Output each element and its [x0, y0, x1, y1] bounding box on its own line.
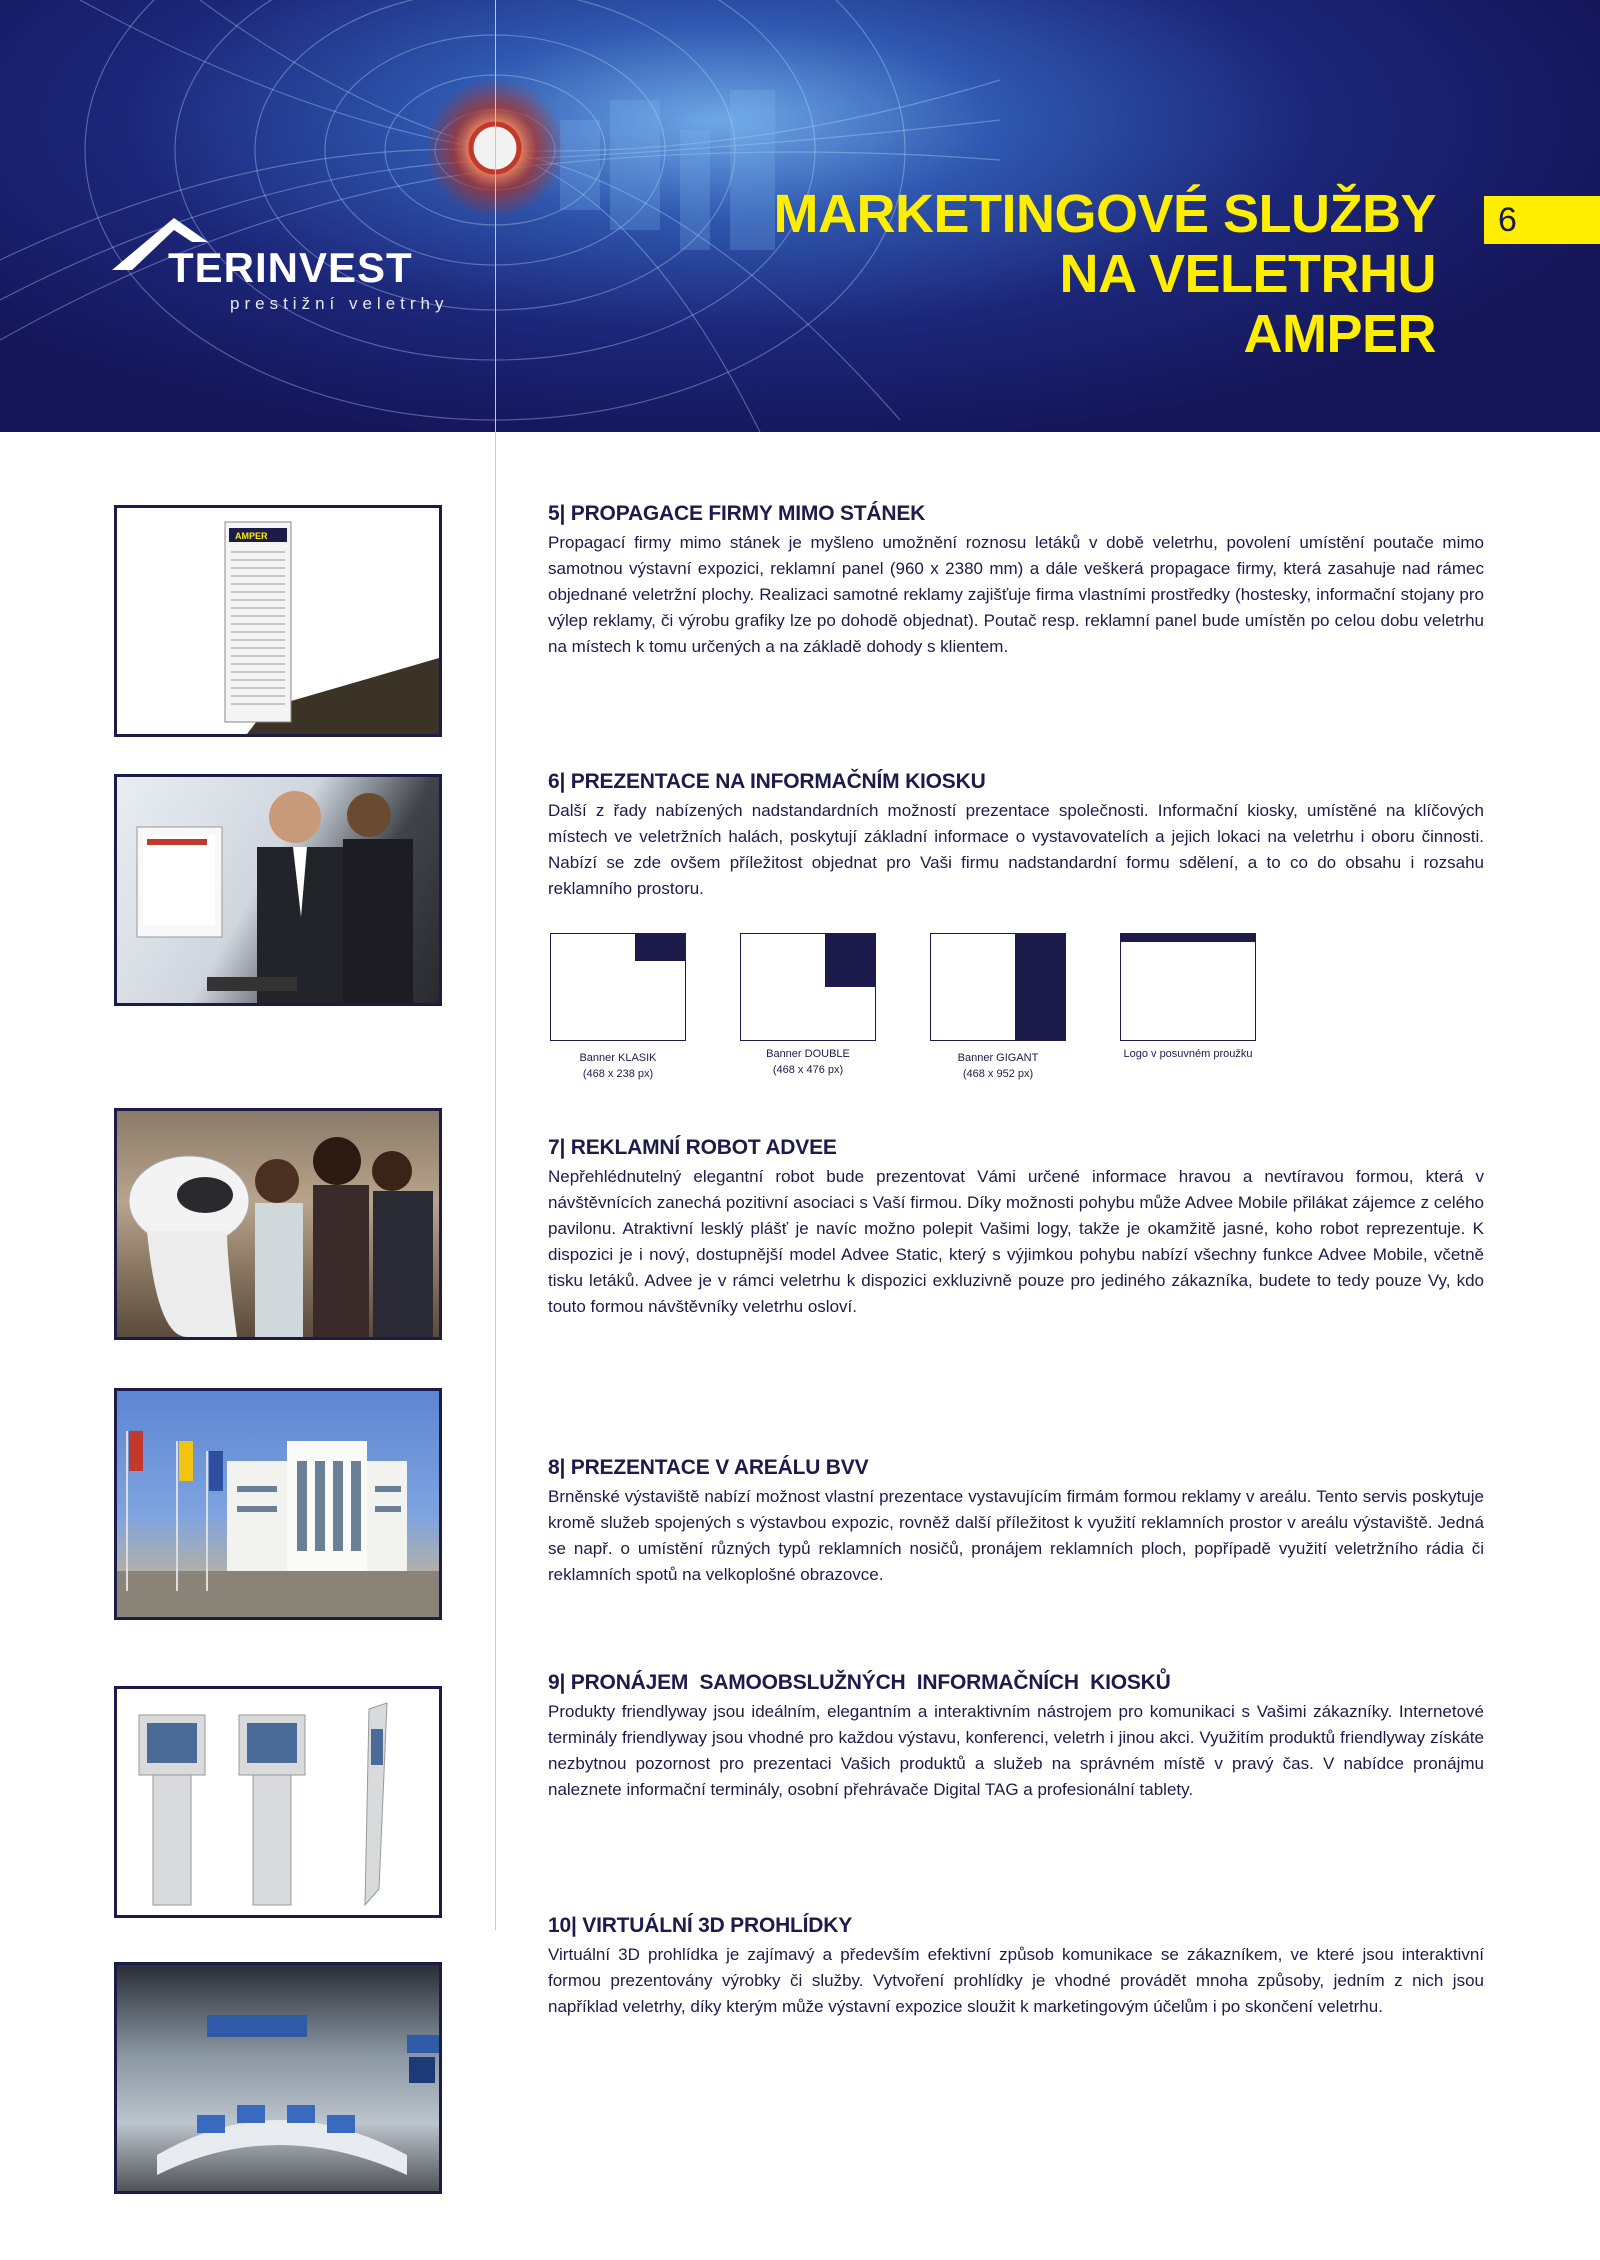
advee-robot-photo [114, 1108, 442, 1340]
panasonic-stand-illustration [117, 1965, 439, 2191]
banner-klasik-box [550, 933, 686, 1041]
banner-double-size: (468 x 476 px) [772, 1064, 844, 1076]
section-7-body: Nepřehlédnutelný elegantní robot bude prezentovat Vámi určené informace hravou a nevtíravou formou, která v návštěvnících zanechá pozitivní asociaci s Vaší firmou. Díky možnosti pohybu může Advee Mobile přilákat zájemce z celého pavilonu. Atraktivní lesklý plášť je navíc možno polepit Vašimi logy, takže je okamžitě jasné, koho robot reprezentuje. K dispozici je i nový, dostupnější model Advee Static, který s výjimkou pohybu nabízí všechny funkce Advee Mobile, včetně tisku letáků. Advee je v rámci veletrhu k dispozici exkluzivně pouze pro jediného zákazníka, budete to tedy pouze Vy, kdo touto formou návštěvníky veletrhu osloví. [548, 1167, 1484, 1316]
bvv-pavilion-illustration [117, 1391, 439, 1617]
logo-tagline: prestižní veletrhy [230, 294, 449, 313]
panel-label: AMPER [235, 531, 268, 541]
section-9-heading: 9| PRONÁJEM SAMOOBSLUŽNÝCH INFORMAČNÍCH KIOSKŮ [548, 1671, 1171, 1694]
section-6-body: Další z řady nabízených nadstandardních možností prezentace společnosti. Informační kiosky, umístěné na klíčových místech ve veletržních halách, poskytují základní informace o vystavovatelích a jejich lokaci na veletrhu i oboru činnosti. Nabízí se zde ovšem příležitost objednat pro Vaši firmu nadstandardní formu sdělení, a to co do obsahu i rozsahu reklamního prostoru. [548, 801, 1484, 898]
section-8 [548, 1456, 1484, 1588]
banner-klasik-caption [538, 1050, 698, 1082]
banner-gigant-fill [1015, 934, 1065, 1040]
panasonic-stand-photo [114, 1962, 442, 2194]
banner-gigant-caption [918, 1050, 1078, 1082]
terinvest-logo[interactable] [112, 218, 452, 318]
logo-strip-caption [1108, 1046, 1268, 1062]
banner-klasik-size: (468 x 238 px) [582, 1068, 654, 1080]
logo-strip-label: Logo v posuvném proužku [1123, 1048, 1253, 1060]
logo-brand-text: TERINVEST [168, 244, 413, 291]
section-6-heading: 6| PREZENTACE NA INFORMAČNÍM KIOSKU [548, 770, 986, 793]
section-7 [548, 1136, 1484, 1320]
banner-double-caption [728, 1046, 888, 1078]
section-5-heading: 5| PROPAGACE FIRMY MIMO STÁNEK [548, 502, 926, 525]
logo-strip-fill [1121, 934, 1255, 942]
kiosk-people-illustration [117, 777, 439, 1003]
page-number-badge: 6 [1484, 196, 1600, 244]
bvv-pavilion-photo [114, 1388, 442, 1620]
page-title-line-3: AMPER [1243, 304, 1436, 364]
kiosks-illustration [117, 1689, 439, 1915]
page-title [773, 184, 1436, 364]
logo-strip-box [1120, 933, 1256, 1041]
section-8-heading: 8| PREZENTACE V AREÁLU BVV [548, 1456, 869, 1479]
banner-klasik-label: Banner KLASIK [579, 1052, 657, 1064]
section-9 [548, 1671, 1484, 1803]
column-divider [495, 0, 496, 1930]
banner-gigant-label: Banner GIGANT [957, 1052, 1039, 1064]
section-8-body: Brněnské výstaviště nabízí možnost vlastní prezentace vystavujícím firmám formou reklamy v areálu. Tento servis poskytuje kromě služeb spojených s výstavbou expozic, rovněž další příležitost k využití reklamních prostor v areálu výstaviště. Jedná se např. o umístění různých typů reklamních nosičů, pronájem reklamních ploch, popřípadě využití veletržního rádia či reklamních spotů na velkoplošné obrazovce. [548, 1487, 1484, 1584]
kiosk-people-photo [114, 774, 442, 1006]
banner-klasik-fill [635, 934, 685, 961]
page-title-line-1: MARKETINGOVÉ SLUŽBY [773, 184, 1436, 244]
amper-panel-illustration [117, 508, 439, 734]
advee-robot-illustration [117, 1111, 439, 1337]
friendlyway-kiosks-photo [114, 1686, 442, 1918]
banner-double-box [740, 933, 876, 1041]
section-10-body: Virtuální 3D prohlídka je zajímavý a především efektivní způsob komunikace se zákazníkem, ve které jsou interaktivní formou prezentovány výrobky či služby. Vytvoření prohlídky je vhodné provádět mnoha způsoby, jedním z nich jsou například veletrhy, díky kterým může výstavní expozice sloužit k marketingovým účelům i po skončení veletrhu. [548, 1945, 1484, 2016]
banner-double-label: Banner DOUBLE [766, 1048, 850, 1060]
page-title-line-2: NA VELETRHU [1059, 244, 1436, 304]
section-10-heading: 10| VIRTUÁLNÍ 3D PROHLÍDKY [548, 1914, 853, 1937]
amper-panel-photo [114, 505, 442, 737]
banner-gigant-size: (468 x 952 px) [962, 1068, 1034, 1080]
section-5-body: Propagací firmy mimo stánek je myšleno umožnění roznosu letáků v době veletrhu, povolení umístění poutače mimo samotnou výstavní expozici, reklamní panel (960 x 2380 mm) a dále veškerá propagace firmy, která zasahuje nad rámec objednané veletržní plochy. Realizaci samotné reklamy zajišťuje firma vlastními prostředky (hostesky, informační stojany pro výlep reklamy, či výrobu grafiky lze po dohodě objednat). Poutač resp. reklamní panel bude umístěn po celou dobu veletrhu na místech k tomu určených a na základě dohody s klientem. [548, 533, 1484, 656]
section-10 [548, 1914, 1484, 2020]
banner-double-fill [825, 934, 875, 987]
section-5 [548, 502, 1484, 660]
section-9-body: Produkty friendlyway jsou ideálním, elegantním a interaktivním nástrojem pro komunikaci s Vašimi zákazníky. Internetové terminály friendlyway jsou vhodné pro každou výstavu, konferenci, veletrh i jinou akci. Využitím produktů friendlyway získáte nezbytnou pozornost pro prezentaci Vašich produktů a služeb na správném místě v pravý čas. V nabídce pronájmu naleznete informační terminály, osobní přehrávače Digital TAG a profesionální tablety. [548, 1702, 1484, 1799]
section-6 [548, 770, 1484, 902]
section-7-heading: 7| REKLAMNÍ ROBOT ADVEE [548, 1136, 837, 1159]
banner-gigant-box [930, 933, 1066, 1041]
page-header [0, 0, 1600, 432]
